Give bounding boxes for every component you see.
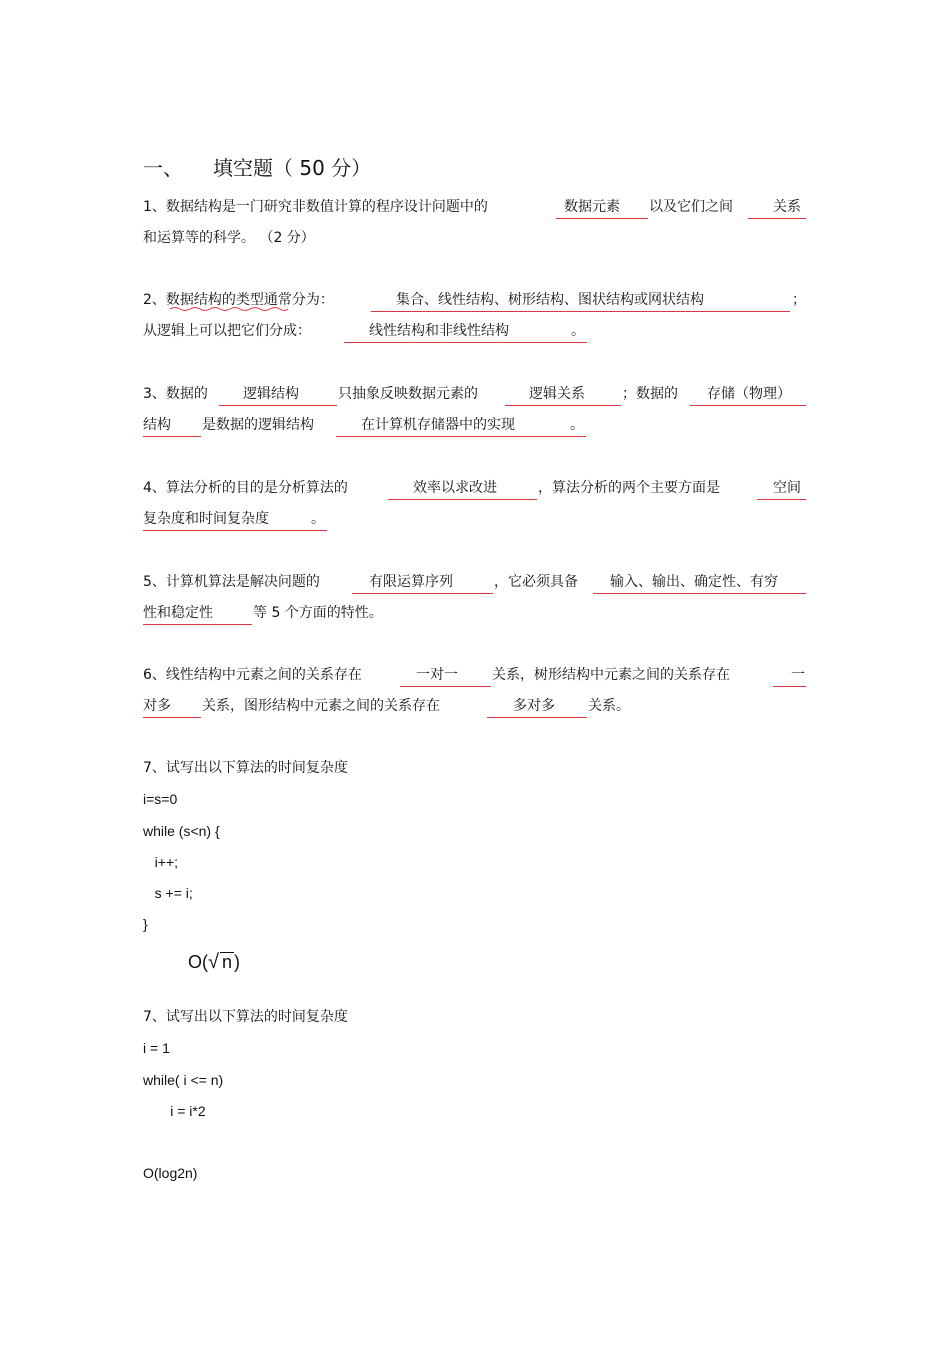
q5-answer-2 [593, 571, 806, 594]
q7a-title: 7、试写出以下算法的时间复杂度 [143, 760, 348, 776]
q7a-code-line-2: while (s<n) { [143, 823, 220, 839]
q4-answer-1-text: 效率以求改进 [413, 480, 497, 496]
section-number: 一、 [143, 156, 183, 180]
q6-answer-3 [487, 695, 587, 718]
q3-text-3: ；数据的 [622, 386, 678, 402]
q6-answer-2 [773, 664, 806, 687]
q4-period: 。 [311, 511, 325, 527]
q2-period: 。 [571, 323, 585, 339]
q5-answer-2-text: 输入、输出、确定性、有穷 [610, 574, 778, 590]
q1-answer-2-text: 关系 [773, 199, 801, 215]
q5-answer-1-text: 有限运算序列 [369, 574, 453, 590]
q1-text-2: 以及它们之间 [649, 199, 733, 215]
q1-answer-1 [556, 196, 648, 219]
q2-answer-2 [344, 320, 587, 343]
q1-line1 [143, 194, 488, 220]
q4-answer-2-text: 空间 [773, 480, 801, 496]
q7a-code-line-5: } [143, 916, 148, 932]
q3-answer-2 [505, 383, 621, 406]
section-heading [143, 152, 371, 181]
q7a-answer-prefix: O( [188, 952, 208, 972]
q6-answer-1-text: 一对一 [416, 667, 458, 683]
q2-text-2: ； [792, 292, 806, 308]
q7b-answer: O(log2n) [143, 1165, 198, 1181]
q1-answer-2 [748, 196, 806, 219]
q6-text-4: 关系。 [588, 698, 630, 714]
q4-answer-2 [757, 477, 806, 500]
q6-answer-3-text: 多对多 [513, 698, 555, 714]
q7b-title: 7、试写出以下算法的时间复杂度 [143, 1009, 348, 1025]
q3-text-1: 3、数据的 [143, 386, 208, 402]
q3-answer-1 [219, 383, 337, 406]
q7a-code-line-3: i++; [143, 854, 179, 870]
q3-answer-2-text: 逻辑关系 [529, 386, 585, 402]
q3-text-4: 是数据的逻辑结构 [202, 417, 314, 433]
q6-answer-2-cont [143, 695, 201, 718]
q7a-answer [188, 951, 240, 974]
q4-answer-1 [388, 477, 537, 500]
q5-answer-2-cont [143, 602, 252, 625]
q5-answer-2b-text: 性和稳定性 [143, 605, 213, 621]
q4-text-2: ，算法分析的两个主要方面是 [538, 480, 720, 496]
q3-answer-4-text: 在计算机存储器中的实现 [361, 417, 515, 433]
q2-answer-2-text: 线性结构和非线性结构 [369, 323, 509, 339]
q2-text-3: 从逻辑上可以把它们分成： [143, 323, 311, 339]
q3-answer-3-cont [143, 414, 201, 437]
q7a-answer-suffix: ) [234, 952, 240, 972]
q4-text-1: 4、算法分析的目的是分析算法的 [143, 480, 348, 496]
q1-answer-1-text: 数据元素 [564, 199, 620, 215]
q2-wavy-underline [170, 306, 288, 312]
sqrt-symbol: √ [208, 951, 219, 973]
q6-answer-1 [400, 664, 491, 687]
q7a-code-line-1: i=s=0 [143, 791, 178, 807]
q7b-code-line-2: while( i <= n) [143, 1072, 224, 1088]
q3-answer-3-text: 存储（物理） [707, 386, 791, 402]
q7b-code-line-1: i = 1 [143, 1040, 170, 1056]
q5-answer-1 [352, 571, 493, 594]
q4-answer-2b-text: 复杂度和时间复杂度 [143, 511, 269, 527]
section-title: 填空题（ 50 分） [213, 156, 372, 180]
q2-text-1: 2、数据结构的类型通常分为： [143, 292, 334, 308]
q7a-answer-radicand: n [221, 952, 232, 972]
q5-text-3: 等 5 个方面的特性。 [253, 605, 383, 621]
q6-text-2: 关系，树形结构中元素之间的关系存在 [492, 667, 730, 683]
q7a-code-line-4: s += i; [143, 885, 193, 901]
q3-answer-3b-text: 结构 [143, 417, 171, 433]
q7b-code-line-3: i = i*2 [143, 1103, 206, 1119]
q3-text-2: 只抽象反映数据元素的 [338, 386, 478, 402]
q4-answer-2-cont [143, 508, 327, 531]
q2-answer-1 [371, 289, 790, 312]
q6-text-1: 6、线性结构中元素之间的关系存在 [143, 667, 362, 683]
q3-answer-4 [336, 414, 586, 437]
q2-answer-1-text: 集合、线性结构、树形结构、图状结构或网状结构 [396, 292, 704, 308]
q1-text-1: 1、数据结构是一门研究非数值计算的程序设计问题中的 [143, 199, 488, 215]
q3-period: 。 [570, 417, 584, 433]
q3-answer-1-text: 逻辑结构 [243, 386, 299, 402]
q3-answer-3 [690, 383, 806, 406]
q5-text-2: ，它必须具备 [494, 574, 578, 590]
q1-text-3: 和运算等的科学。 （2 分） [143, 230, 315, 246]
q5-text-1: 5、计算机算法是解决问题的 [143, 574, 320, 590]
q6-text-3: 关系，图形结构中元素之间的关系存在 [202, 698, 440, 714]
q6-answer-2-text: 一 [791, 667, 805, 683]
q6-answer-2b-text: 对多 [143, 698, 171, 714]
